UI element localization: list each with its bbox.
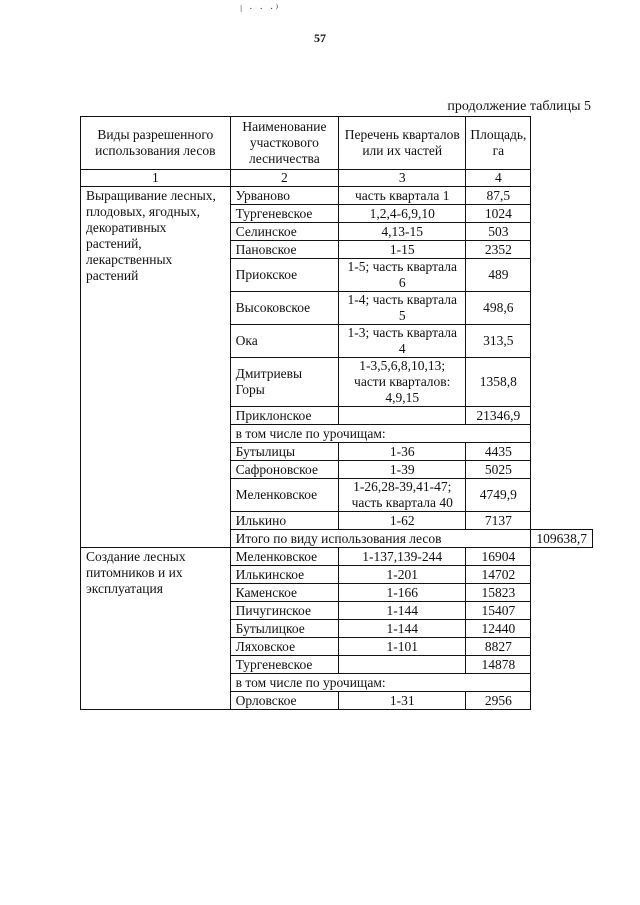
parts-cell: 1-101 bbox=[339, 638, 466, 656]
parts-cell: 1-144 bbox=[339, 602, 466, 620]
area-cell: 1024 bbox=[466, 205, 531, 223]
parts-cell: 1-144 bbox=[339, 620, 466, 638]
area-cell: 87,5 bbox=[466, 187, 531, 205]
parts-cell: 1-137,139-244 bbox=[339, 548, 466, 566]
parts-cell: 1-5; часть квартала 6 bbox=[339, 259, 466, 292]
area-cell: 2956 bbox=[466, 692, 531, 710]
area-cell: 313,5 bbox=[466, 325, 531, 358]
scan-artifact-marks: ǀ · · ·⁾ bbox=[240, 3, 281, 15]
forestry-cell: Дмитриевы Горы bbox=[230, 358, 338, 407]
parts-cell: 1-201 bbox=[339, 566, 466, 584]
parts-cell bbox=[339, 656, 466, 674]
header-kind: Виды разрешенного использования лесов bbox=[81, 117, 231, 170]
area-cell: 21346,9 bbox=[466, 407, 531, 425]
parts-cell: часть квартала 1 bbox=[339, 187, 466, 205]
area-cell: 12440 bbox=[466, 620, 531, 638]
area-cell: 498,6 bbox=[466, 292, 531, 325]
forestry-cell: Илькинское bbox=[230, 566, 338, 584]
forestry-cell: Приклонское bbox=[230, 407, 338, 425]
forestry-cell: Урваново bbox=[230, 187, 338, 205]
column-number: 2 bbox=[230, 170, 338, 187]
area-cell: 15407 bbox=[466, 602, 531, 620]
forestry-cell: Илькино bbox=[230, 512, 338, 530]
table-row bbox=[81, 548, 593, 566]
forestry-cell: Ока bbox=[230, 325, 338, 358]
subheading-cell: в том числе по урочищам: bbox=[230, 674, 531, 692]
column-number: 4 bbox=[466, 170, 531, 187]
area-cell: 489 bbox=[466, 259, 531, 292]
column-number: 3 bbox=[339, 170, 466, 187]
parts-cell: 1-36 bbox=[339, 443, 466, 461]
header-area: Площадь, га bbox=[466, 117, 531, 170]
subheading-cell: в том числе по урочищам: bbox=[230, 425, 531, 443]
column-number-row bbox=[81, 170, 593, 187]
forestry-cell: Тургеневское bbox=[230, 205, 338, 223]
area-cell: 503 bbox=[466, 223, 531, 241]
forestry-cell: Ляховское bbox=[230, 638, 338, 656]
area-cell: 15823 bbox=[466, 584, 531, 602]
forestry-cell: Бутылицы bbox=[230, 443, 338, 461]
forestry-cell: Орловское bbox=[230, 692, 338, 710]
forestry-cell: Селинское bbox=[230, 223, 338, 241]
parts-cell: 1,2,4-6,9,10 bbox=[339, 205, 466, 223]
parts-cell bbox=[339, 407, 466, 425]
table-continuation-label: продолжение таблицы 5 bbox=[447, 99, 591, 114]
header-forestry: Наименование участкового лесничества bbox=[230, 117, 338, 170]
parts-cell: 1-26,28-39,41-47; часть квартала 40 bbox=[339, 479, 466, 512]
parts-cell: 1-31 bbox=[339, 692, 466, 710]
area-cell: 5025 bbox=[466, 461, 531, 479]
use-kind-cell: Создание лесных питомников и их эксплуатация bbox=[81, 548, 231, 710]
area-cell: 2352 bbox=[466, 241, 531, 259]
forestry-cell: Высоковское bbox=[230, 292, 338, 325]
total-area: 109638,7 bbox=[531, 530, 593, 548]
area-cell: 7137 bbox=[466, 512, 531, 530]
area-cell: 16904 bbox=[466, 548, 531, 566]
parts-cell: 1-3,5,6,8,10,13; части кварталов: 4,9,15 bbox=[339, 358, 466, 407]
page-number: 57 bbox=[314, 31, 326, 45]
parts-cell: 1-39 bbox=[339, 461, 466, 479]
area-cell: 4435 bbox=[466, 443, 531, 461]
parts-cell: 1-4; часть квартала 5 bbox=[339, 292, 466, 325]
parts-cell: 1-3; часть квартала 4 bbox=[339, 325, 466, 358]
parts-cell: 1-166 bbox=[339, 584, 466, 602]
parts-cell: 4,13-15 bbox=[339, 223, 466, 241]
total-label: Итого по виду использования лесов bbox=[230, 530, 531, 548]
parts-cell: 1-62 bbox=[339, 512, 466, 530]
header-parts: Перечень кварталов или их частей bbox=[339, 117, 466, 170]
forestry-cell: Сафроновское bbox=[230, 461, 338, 479]
area-cell: 14878 bbox=[466, 656, 531, 674]
use-kind-cell: Выращивание лесных, плодовых, ягодных, декоративных растений, лекарственных растений bbox=[81, 187, 231, 548]
column-number: 1 bbox=[81, 170, 231, 187]
forestry-cell: Меленковское bbox=[230, 479, 338, 512]
forestry-cell: Меленковское bbox=[230, 548, 338, 566]
area-cell: 14702 bbox=[466, 566, 531, 584]
forestry-cell: Пановское bbox=[230, 241, 338, 259]
forestry-cell: Тургеневское bbox=[230, 656, 338, 674]
table-row bbox=[81, 187, 593, 205]
area-cell: 1358,8 bbox=[466, 358, 531, 407]
forestry-cell: Пичугинское bbox=[230, 602, 338, 620]
forestry-cell: Приокское bbox=[230, 259, 338, 292]
table-header-row bbox=[81, 117, 593, 170]
forestry-cell: Каменское bbox=[230, 584, 338, 602]
forest-use-table bbox=[80, 116, 593, 710]
forestry-cell: Бутылицкое bbox=[230, 620, 338, 638]
parts-cell: 1-15 bbox=[339, 241, 466, 259]
area-cell: 8827 bbox=[466, 638, 531, 656]
area-cell: 4749,9 bbox=[466, 479, 531, 512]
